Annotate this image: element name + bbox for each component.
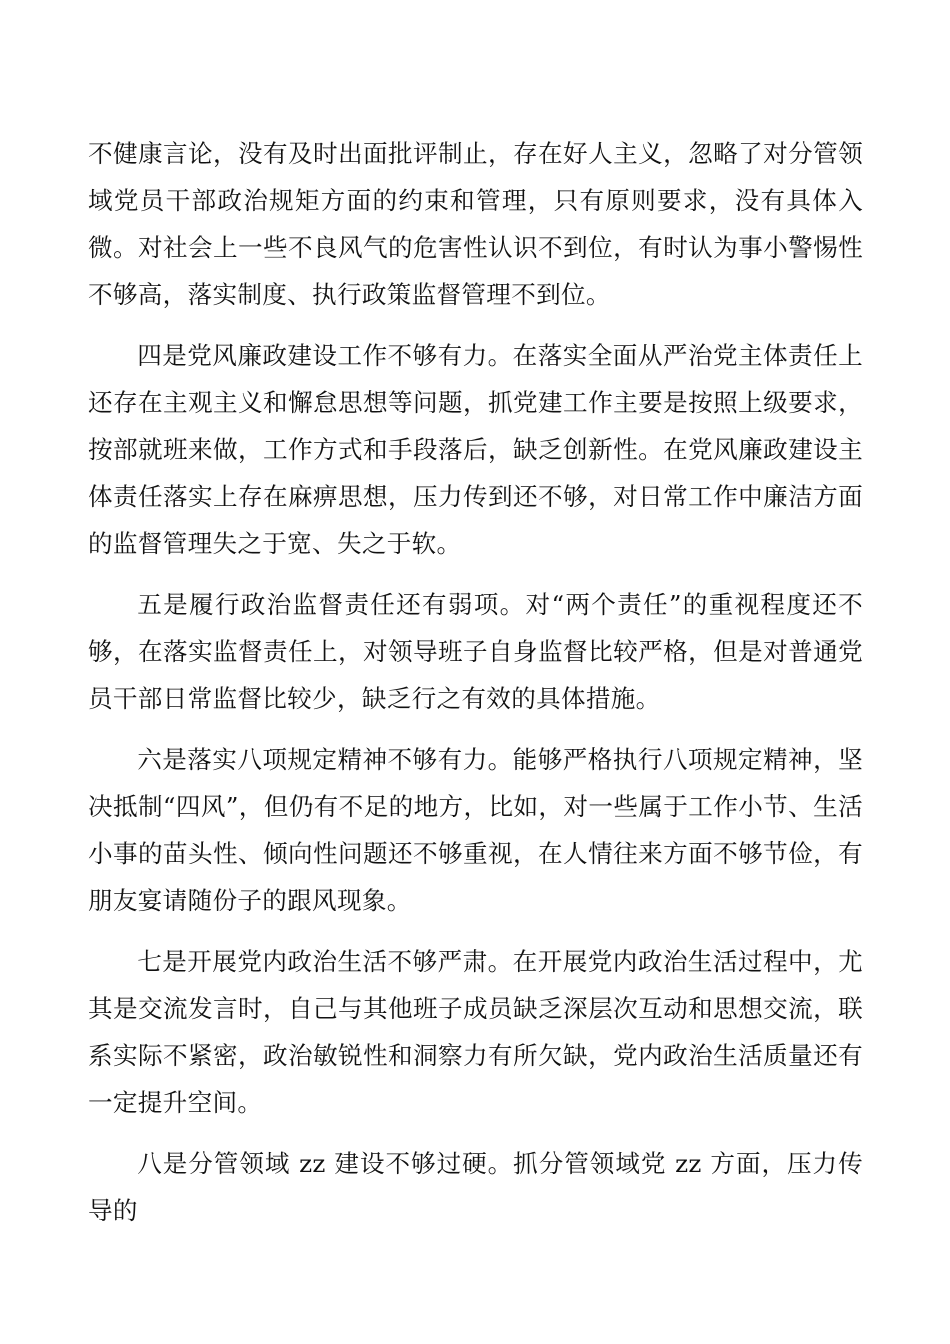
paragraph-item-6: 六是落实八项规定精神不够有力。能够严格执行八项规定精神，坚决抵制“四风”，但仍有不足的地方，比如，对一些属于工作小节、生活小事的苗头性、倾向性问题还不够重视，在人情往来方面不够节俭，有朋友宴请随份子的跟风现象。 [88, 745, 863, 915]
paragraph-continued: 不健康言论，没有及时出面批评制止，存在好人主义，忽略了对分管领域党员干部政治规矩方面的约束和管理，只有原则要求，没有具体入微。对社会上一些不良风气的危害性认识不到位，有时认为事小警惕性不够高，落实制度、执行政策监督管理不到位。 [88, 139, 863, 309]
paragraph-item-7: 七是开展党内政治生活不够严肃。在开展党内政治生活过程中，尤其是交流发言时，自己与其他班子成员缺乏深层次互动和思想交流，联系实际不紧密，政治敏锐性和洞察力有所欠缺，党内政治生活质量还有一定提升空间。 [88, 947, 863, 1117]
paragraph-item-5: 五是履行政治监督责任还有弱项。对“两个责任”的重视程度还不够，在落实监督责任上，对领导班子自身监督比较严格，但是对普通党员干部日常监督比较少，缺乏行之有效的具体措施。 [88, 590, 863, 713]
paragraph-item-4: 四是党风廉政建设工作不够有力。在落实全面从严治党主体责任上还存在主观主义和懈怠思想等问题，抓党建工作主要是按照上级要求，按部就班来做，工作方式和手段落后，缺乏创新性。在党风廉政建设主体责任落实上存在麻痹思想，压力传到还不够，对日常工作中廉洁方面的监督管理失之于宽、失之于软。 [88, 341, 863, 558]
document-body [88, 130, 863, 1248]
paragraph-item-8: 八是分管领域 zz 建设不够过硬。抓分管领域党 zz 方面，压力传导的 [88, 1149, 863, 1225]
